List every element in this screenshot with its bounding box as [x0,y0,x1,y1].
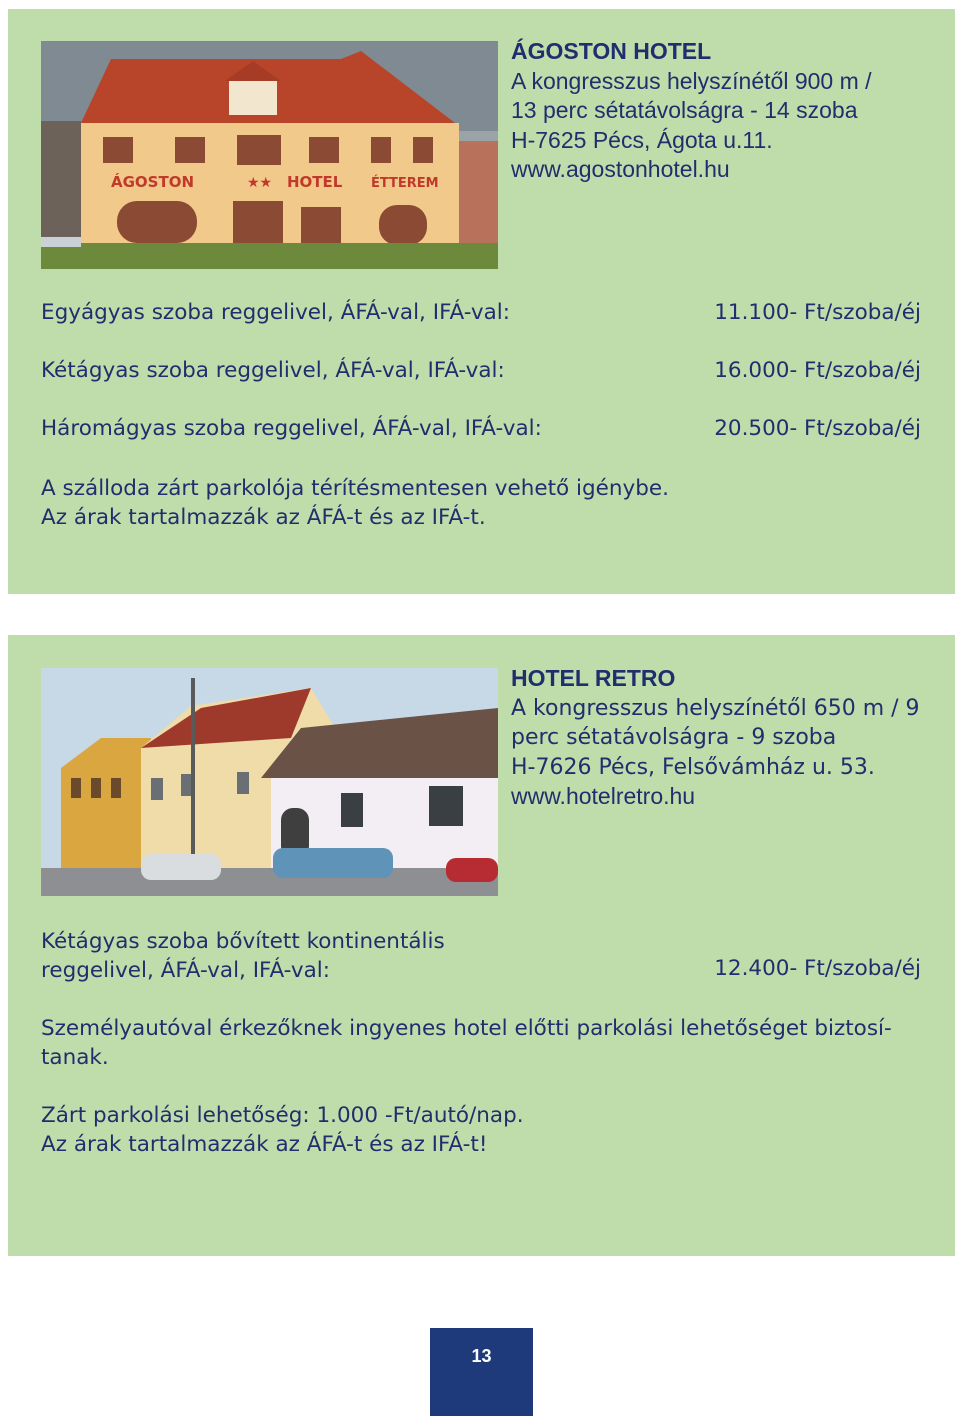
retro-hotel-info [511,664,941,812]
room-label: Háromágyas szoba reggelivel, ÁFÁ-val, IFÁ-val: [41,416,542,441]
hotel-website-link[interactable]: www.agostonhotel.hu [511,156,730,182]
sign-etterem: ÉTTEREM [371,176,439,191]
parking-line1: Személyautóval érkezőknek ingyenes hotel előtti parkolási lehetőséget biztosí- [41,1016,892,1041]
room-label: Egyágyas szoba reggelivel, ÁFÁ-val, IFÁ-val: [41,300,510,325]
hotel-name: HOTEL RETRO [511,665,676,691]
retro-closed-parking [41,1101,921,1159]
retro-parking-note [41,1014,921,1072]
room-label-line1: Kétágyas szoba bővített kontinentális [41,929,445,954]
svg-text:★★: ★★ [247,175,273,191]
room-price: 20.500- Ft/szoba/éj [714,416,921,441]
vat-note: Az árak tartalmazzák az ÁFÁ-t és az IFÁ-t! [41,1132,488,1157]
room-label-line2: reggelivel, ÁFÁ-val, IFÁ-val: [41,958,330,983]
hotel-address: H-7626 Pécs, Felsővámház u. 53. [511,754,875,780]
room-label [41,927,445,985]
price-row-retro-double [41,927,921,987]
hotel-address: H-7625 Pécs, Ágota u.11. [511,126,773,153]
room-price: 11.100- Ft/szoba/éj [714,300,921,325]
hotel-name: ÁGOSTON HOTEL [511,38,712,64]
retro-hotel-photo [41,668,498,896]
agoston-hotel-photo [41,41,498,269]
hotel-walk: perc sétatávolságra - 9 szoba [511,725,837,750]
hotel-walk: 13 perc sétatávolságra - 14 szoba [511,97,858,123]
sign-hotel: HOTEL [287,173,343,191]
page-number: 13 [430,1328,533,1416]
room-label: Kétágyas szoba reggelivel, ÁFÁ-val, IFÁ-val: [41,358,505,383]
hotel-distance: A kongresszus helyszínétől 650 m / 9 [511,695,920,721]
agoston-notes [41,474,921,532]
sign-agoston: ÁGOSTON [111,173,195,191]
agoston-hotel-info [511,37,941,185]
hotel-distance: A kongresszus helyszínétől 900 m / [511,67,872,94]
vat-note: Az árak tartalmazzák az ÁFÁ-t és az IFÁ-t. [41,505,486,530]
parking-note: A szálloda zárt parkolója térítésmentesen vehető igénybe. [41,476,669,501]
room-price: 12.400- Ft/szoba/éj [714,956,921,981]
closed-parking-note: Zárt parkolási lehetőség: 1.000 -Ft/autó/nap. [41,1103,524,1128]
hotel-website-link[interactable]: www.hotelretro.hu [511,783,696,809]
parking-line2: tanak. [41,1045,109,1070]
room-price: 16.000- Ft/szoba/éj [714,358,921,383]
